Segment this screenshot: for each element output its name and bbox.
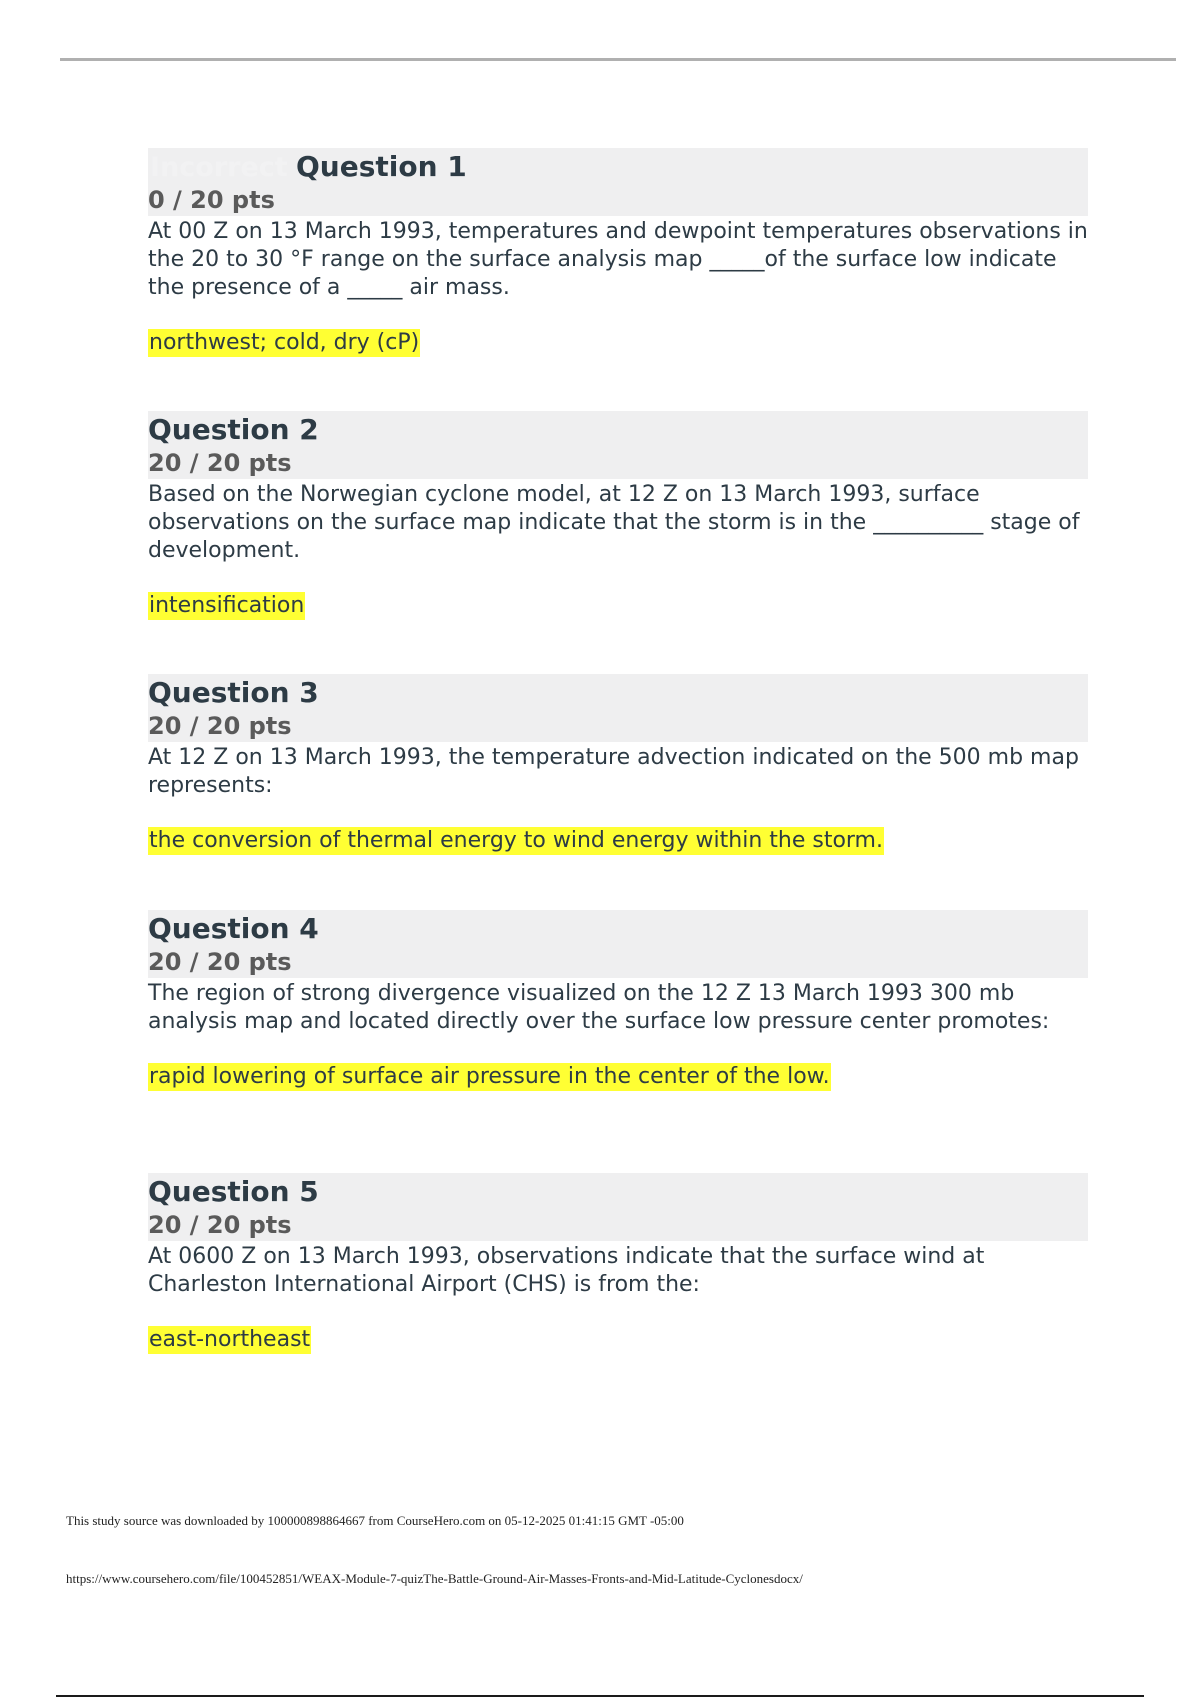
question-5 bbox=[148, 1173, 1088, 1354]
question-text: At 00 Z on 13 March 1993, temperatures and dewpoint temperatures observations in the 20 to 30 °F range on the surface analysis map _____of the surface low indicate the presence of a _____ air mass. bbox=[148, 219, 1088, 300]
question-header bbox=[148, 148, 1088, 216]
question-title: Question 5 bbox=[148, 1175, 319, 1208]
question-4 bbox=[148, 910, 1088, 1091]
question-text: The region of strong divergence visualized on the 12 Z 13 March 1993 300 mb analysis map and located directly over the surface low pressure center promotes: bbox=[148, 981, 1050, 1034]
question-points: 20 / 20 pts bbox=[148, 948, 292, 976]
selected-answer: northwest; cold, dry (cP) bbox=[149, 330, 420, 355]
question-points: 20 / 20 pts bbox=[148, 1211, 292, 1239]
question-text: At 0600 Z on 13 March 1993, observations indicate that the surface wind at Charleston International Airport (CHS) is from the: bbox=[148, 1244, 985, 1297]
question-text: At 12 Z on 13 March 1993, the temperature advection indicated on the 500 mb map represents: bbox=[148, 745, 1079, 798]
question-points: 20 / 20 pts bbox=[148, 712, 292, 740]
question-header bbox=[148, 910, 1088, 978]
question-points: 0 / 20 pts bbox=[148, 186, 275, 214]
question-points: 20 / 20 pts bbox=[148, 449, 292, 477]
question-2 bbox=[148, 411, 1088, 620]
source-url: https://www.coursehero.com/file/100452851/WEAX-Module-7-quizThe-Battle-Ground-Air-Masses-Fronts-and-Mid-Latitude-Cyclonesdocx/ bbox=[66, 1571, 803, 1586]
question-title: Question 3 bbox=[148, 676, 319, 709]
question-header bbox=[148, 1173, 1088, 1241]
selected-answer: intensification bbox=[149, 593, 305, 618]
question-3 bbox=[148, 674, 1088, 855]
question-title: Question 4 bbox=[148, 912, 319, 945]
download-source-note: This study source was downloaded by 100000898864667 from CourseHero.com on 05-12-2025 01:41:15 GMT -05:00 bbox=[66, 1513, 684, 1528]
question-1 bbox=[148, 148, 1088, 357]
selected-answer: the conversion of thermal energy to wind energy within the storm. bbox=[149, 828, 883, 853]
bottom-divider bbox=[56, 1695, 1144, 1697]
selected-answer: rapid lowering of surface air pressure in the center of the low. bbox=[149, 1064, 830, 1089]
selected-answer: east-northeast bbox=[149, 1327, 311, 1352]
question-header bbox=[148, 674, 1088, 742]
incorrect-tag: Incorrect bbox=[150, 152, 288, 183]
question-title: Question 2 bbox=[148, 413, 319, 446]
top-divider bbox=[60, 58, 1176, 61]
question-title: Question 1 bbox=[296, 150, 467, 183]
question-text: Based on the Norwegian cyclone model, at 12 Z on 13 March 1993, surface observations on the surface map indicate that the storm is in the __________ stage of development. bbox=[148, 482, 1080, 563]
question-header bbox=[148, 411, 1088, 479]
